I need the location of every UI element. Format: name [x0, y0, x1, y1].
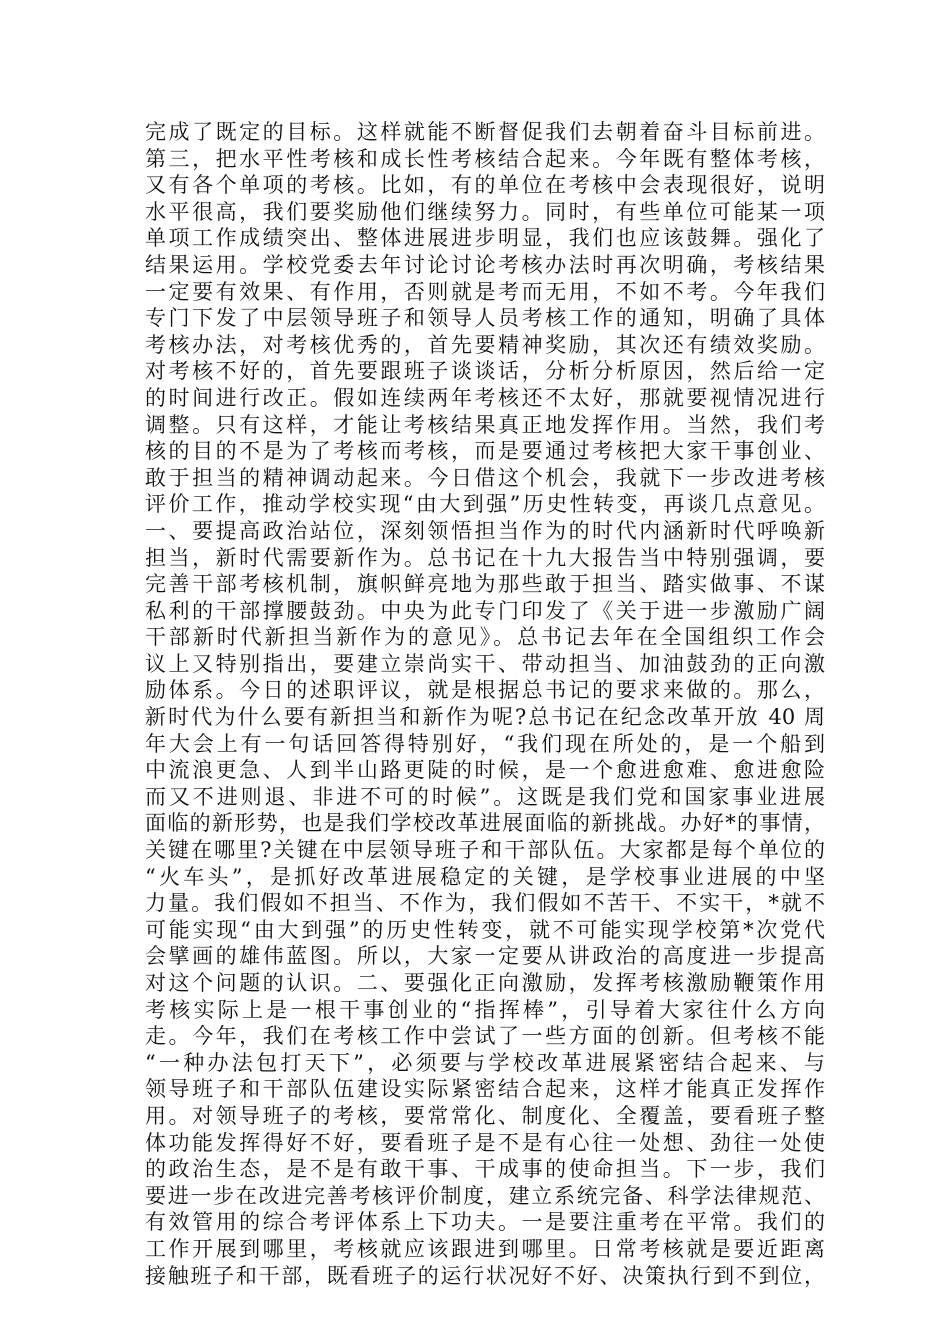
text-line: 考核办法，对考核优秀的，首先要精神奖励，其次还有绩效奖励。 [145, 332, 825, 357]
body-text [145, 119, 825, 1289]
text-line: “火车头”，是抓好改革进展稳定的关键，是学校事业进展的中坚 [145, 864, 825, 889]
text-line: 年大会上有一句话回答得特别好，“我们现在所处的，是一个船到 [145, 731, 825, 756]
text-line: 领导班子和干部队伍建设实际紧密结合起来，这样才能真正发挥作 [145, 1077, 825, 1102]
text-line: 考核实际上是一根干事创业的“指挥棒”，引导着大家往什么方向 [145, 997, 825, 1022]
text-line: 会擘画的雄伟蓝图。所以，大家一定要从讲政治的高度进一步提高 [145, 944, 825, 969]
text-line: 完善干部考核机制，旗帜鲜亮地为那些敢于担当、踏实做事、不谋 [145, 572, 825, 597]
text-line: 又有各个单项的考核。比如，有的单位在考核中会表现很好，说明 [145, 173, 825, 198]
text-line: 励体系。今日的述职评议，就是根据总书记的要求来做的。那么， [145, 678, 825, 703]
text-line: 单项工作成绩突出、整体进展进步明显，我们也应该鼓舞。强化了 [145, 226, 825, 251]
text-line: 担当，新时代需要新作为。总书记在十九大报告当中特别强调，要 [145, 545, 825, 570]
text-line: 要进一步在改进完善考核评价制度，建立系统完备、科学法律规范、 [145, 1183, 825, 1208]
text-line: 私利的干部撑腰鼓劲。中央为此专门印发了《关于进一步激励广阔 [145, 598, 825, 623]
text-line: 的时间进行改正。假如连续两年考核还不太好，那就要视情况进行 [145, 385, 825, 410]
text-line: 结果运用。学校党委去年讨论讨论考核办法时再次明确，考核结果 [145, 252, 825, 277]
text-line: 体功能发挥得好不好，要看班子是不是有心往一处想、劲往一处使 [145, 1130, 825, 1155]
text-line: 的政治生态，是不是有敢干事、干成事的使命担当。下一步，我们 [145, 1157, 825, 1182]
text-line: 议上又特别指出，要建立崇尚实干、带动担当、加油鼓劲的正向激 [145, 651, 825, 676]
text-line: 可能实现“由大到强”的历史性转变，就不可能实现学校第*次党代 [145, 917, 825, 942]
text-line: 中流浪更急、人到半山路更陡的时候，是一个愈进愈难、愈进愈险 [145, 758, 825, 783]
text-line: 新时代为什么要有新担当和新作为呢?总书记在纪念改革开放 40 周 [145, 705, 825, 730]
text-line: 调整。只有这样，才能让考核结果真正地发挥作用。当然，我们考 [145, 412, 825, 437]
text-line: 敢于担当的精神调动起来。今日借这个机会，我就下一步改进考核 [145, 465, 825, 490]
text-line: 用。对领导班子的考核，要常常化、制度化、全覆盖，要看班子整 [145, 1103, 825, 1128]
text-line: “一种办法包打天下”，必须要与学校改革进展紧密结合起来、与 [145, 1050, 825, 1075]
text-line: 对这个问题的认识。二、要强化正向激励，发挥考核激励鞭策作用 [145, 971, 825, 995]
text-line: 第三，把水平性考核和成长性考核结合起来。今年既有整体考核， [145, 146, 825, 171]
text-line: 接触班子和干部，既看班子的运行状况好不好、决策执行到不到位， [145, 1263, 825, 1288]
text-line: 走。今年，我们在考核工作中尝试了一些方面的创新。但考核不能 [145, 1024, 825, 1049]
text-line: 有效管用的综合考评体系上下功夫。一是要注重考在平常。我们的 [145, 1210, 825, 1235]
text-line: 面临的新形势，也是我们学校改革进展面临的新挑战。办好*的事情， [145, 811, 825, 836]
text-line: 一定要有效果、有作用，否则就是考而无用，不如不考。今年我们 [145, 279, 825, 304]
text-line: 关键在哪里?关键在中层领导班子和干部队伍。大家都是每个单位的 [145, 838, 825, 863]
text-line: 对考核不好的，首先要跟班子谈谈话，分析分析原因，然后给一定 [145, 359, 825, 384]
text-line: 评价工作，推动学校实现“由大到强”历史性转变，再谈几点意见。 [145, 492, 825, 517]
text-line: 工作开展到哪里，考核就应该跟进到哪里。日常考核就是要近距离 [145, 1236, 825, 1261]
text-line: 水平很高，我们要奖励他们继续努力。同时，有些单位可能某一项 [145, 199, 825, 224]
text-line: 专门下发了中层领导班子和领导人员考核工作的通知，明确了具体 [145, 306, 825, 331]
text-line: 核的目的不是为了考核而考核，而是要通过考核把大家干事创业、 [145, 439, 825, 464]
text-line: 一、要提高政治站位，深刻领悟担当作为的时代内涵新时代呼唤新 [145, 518, 825, 543]
text-line: 力量。我们假如不担当、不作为，我们假如不苦干、不实干，*就不 [145, 891, 825, 916]
text-line: 而又不进则退、非进不可的时候”。这既是我们党和国家事业进展 [145, 784, 825, 809]
text-line: 完成了既定的目标。这样就能不断督促我们去朝着奋斗目标前进。 [145, 120, 825, 144]
text-line: 干部新时代新担当新作为的意见》。总书记去年在全国组织工作会 [145, 625, 825, 650]
